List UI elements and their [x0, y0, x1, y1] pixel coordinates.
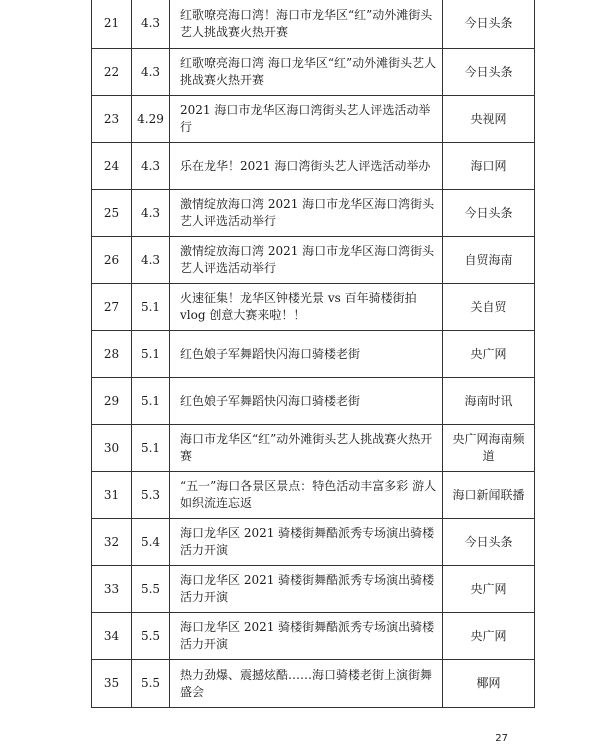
source-cell: 今日头条	[443, 49, 535, 96]
row-number-cell: 28	[92, 331, 132, 378]
row-number-cell: 33	[92, 566, 132, 613]
table-row	[92, 425, 535, 472]
table-row	[92, 49, 535, 96]
source-cell: 央广网	[443, 613, 535, 660]
title-cell: 红歌嘹亮海口湾 海口龙华区“红”动外滩街头艺人挑战赛火热开赛	[170, 49, 443, 96]
row-number-cell: 29	[92, 378, 132, 425]
source-cell: 海口新闻联播	[443, 472, 535, 519]
table-row	[92, 96, 535, 143]
table-row	[92, 143, 535, 190]
source-cell: 今日头条	[443, 0, 535, 49]
source-cell: 央广网海南频道	[443, 425, 535, 472]
source-cell: 央广网	[443, 331, 535, 378]
row-number-cell: 30	[92, 425, 132, 472]
row-number-cell: 34	[92, 613, 132, 660]
row-number-cell: 23	[92, 96, 132, 143]
title-cell: 热力劲爆、震撼炫酷……海口骑楼老街上演街舞盛会	[170, 660, 443, 708]
source-cell: 今日头条	[443, 519, 535, 566]
date-cell: 4.29	[132, 96, 170, 143]
row-number-cell: 25	[92, 190, 132, 237]
source-cell: 海南时讯	[443, 378, 535, 425]
source-cell: 今日头条	[443, 190, 535, 237]
title-cell: 海口龙华区 2021 骑楼街舞酷派秀专场演出骑楼活力开演	[170, 566, 443, 613]
row-number-cell: 26	[92, 237, 132, 284]
page-number: 27	[495, 733, 508, 744]
title-cell: 激情绽放海口湾 2021 海口市龙华区海口湾街头艺人评选活动举行	[170, 237, 443, 284]
date-cell: 4.3	[132, 49, 170, 96]
source-cell: 椰网	[443, 660, 535, 708]
table-row	[92, 237, 535, 284]
table-row	[92, 378, 535, 425]
date-cell: 5.1	[132, 331, 170, 378]
table-row	[92, 284, 535, 331]
title-cell: 红色娘子军舞蹈快闪海口骑楼老街	[170, 331, 443, 378]
table-row	[92, 331, 535, 378]
table-row	[92, 660, 535, 708]
table-row	[92, 190, 535, 237]
title-cell: 激情绽放海口湾 2021 海口市龙华区海口湾街头艺人评选活动举行	[170, 190, 443, 237]
table-row	[92, 472, 535, 519]
row-number-cell: 32	[92, 519, 132, 566]
media-coverage-table	[91, 0, 535, 708]
source-cell: 自贸海南	[443, 237, 535, 284]
title-cell: 红色娘子军舞蹈快闪海口骑楼老街	[170, 378, 443, 425]
source-cell: 央广网	[443, 566, 535, 613]
date-cell: 4.3	[132, 237, 170, 284]
source-cell: 海口网	[443, 143, 535, 190]
table-row	[92, 0, 535, 49]
date-cell: 5.1	[132, 425, 170, 472]
row-number-cell: 24	[92, 143, 132, 190]
row-number-cell: 27	[92, 284, 132, 331]
date-cell: 4.3	[132, 190, 170, 237]
title-cell: 2021 海口市龙华区海口湾街头艺人评选活动举行	[170, 96, 443, 143]
title-cell: “五一”海口各景区景点：特色活动丰富多彩 游人如织流连忘返	[170, 472, 443, 519]
date-cell: 5.5	[132, 566, 170, 613]
title-cell: 海口龙华区 2021 骑楼街舞酷派秀专场演出骑楼活力开演	[170, 613, 443, 660]
date-cell: 4.3	[132, 143, 170, 190]
date-cell: 5.1	[132, 378, 170, 425]
date-cell: 5.1	[132, 284, 170, 331]
source-cell: 关自贸	[443, 284, 535, 331]
date-cell: 5.5	[132, 613, 170, 660]
title-cell: 海口市龙华区“红”动外滩街头艺人挑战赛火热开赛	[170, 425, 443, 472]
row-number-cell: 31	[92, 472, 132, 519]
table-row	[92, 566, 535, 613]
date-cell: 5.5	[132, 660, 170, 708]
table-body	[92, 0, 535, 708]
title-cell: 红歌嘹亮海口湾！海口市龙华区“红”动外滩街头艺人挑战赛火热开赛	[170, 0, 443, 49]
row-number-cell: 21	[92, 0, 132, 49]
source-cell: 央视网	[443, 96, 535, 143]
date-cell: 5.3	[132, 472, 170, 519]
date-cell: 4.3	[132, 0, 170, 49]
title-cell: 火速征集！龙华区钟楼光景 vs 百年骑楼街拍 vlog 创意大赛来啦！！	[170, 284, 443, 331]
table-row	[92, 519, 535, 566]
title-cell: 海口龙华区 2021 骑楼街舞酷派秀专场演出骑楼活力开演	[170, 519, 443, 566]
date-cell: 5.4	[132, 519, 170, 566]
table-row	[92, 613, 535, 660]
row-number-cell: 22	[92, 49, 132, 96]
title-cell: 乐在龙华！2021 海口湾街头艺人评选活动举办	[170, 143, 443, 190]
row-number-cell: 35	[92, 660, 132, 708]
